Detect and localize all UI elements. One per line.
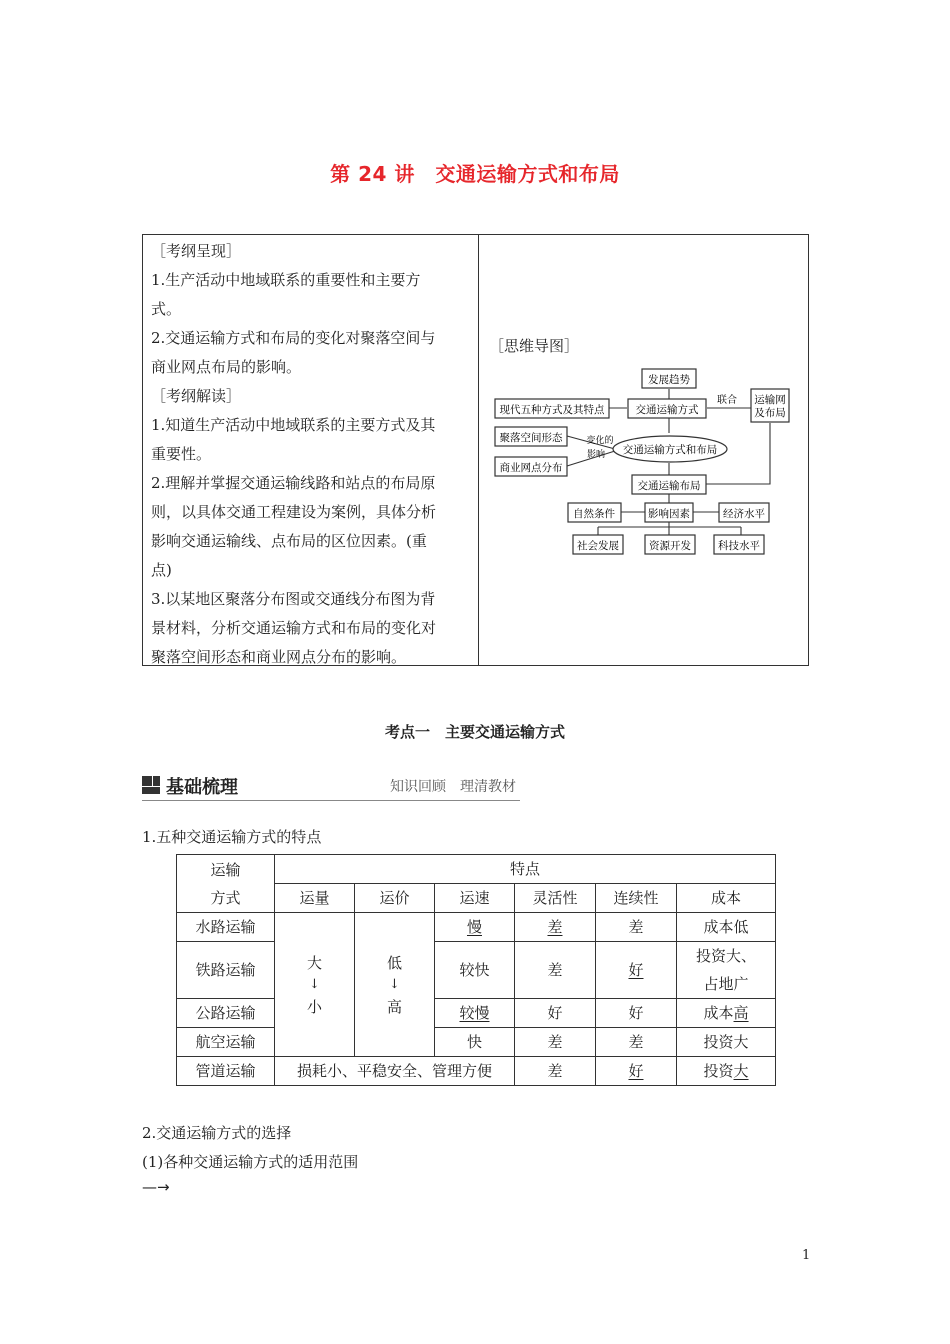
flex-cell: 好 — [515, 999, 596, 1028]
flex-cell: 差 — [515, 1057, 596, 1086]
node-economy-label: 经济水平 — [723, 508, 765, 520]
cont-cell: 差 — [596, 913, 677, 942]
node-center — [613, 436, 727, 462]
flex-cell: 差 — [515, 942, 596, 999]
banner-title: 基础梳理 — [166, 777, 238, 798]
speed-cell: 较慢 — [435, 999, 515, 1028]
node-trend-label: 发展趋势 — [648, 374, 690, 386]
syllabus-line: 则，以具体交通工程建设为案例，具体分析 — [151, 503, 437, 521]
node-natural-label: 自然条件 — [573, 508, 615, 520]
table-row — [177, 1028, 776, 1057]
node-factors-label: 影响因素 — [648, 508, 690, 520]
paragraph-heading: 2.交通运输方式的选择 — [142, 1124, 292, 1142]
banner-block-icon — [142, 776, 160, 794]
header-cell: 特点 — [275, 855, 776, 884]
syllabus-line: 3.以某地区聚落分布图或交通线分布图为背 — [151, 590, 436, 608]
node-layout — [632, 475, 706, 494]
syllabus-line: 2.交通运输方式和布局的变化对聚落空间与 — [151, 329, 436, 347]
node-resource-label: 资源开发 — [649, 540, 691, 552]
node-settlement — [495, 427, 567, 446]
syllabus-line: ［考纲解读］ — [151, 387, 242, 405]
speed-cell: 较快 — [435, 942, 515, 999]
cont-cell: 差 — [596, 1028, 677, 1057]
cont-cell: 好 — [596, 999, 677, 1028]
node-natural — [568, 503, 621, 522]
node-layout-label: 交通运输布局 — [637, 480, 701, 492]
column-header: 运量 — [275, 884, 355, 913]
node-tech — [714, 535, 764, 554]
table-row — [177, 855, 776, 884]
transport-features-table — [176, 854, 776, 1086]
cost-cell: 投资大 — [677, 1057, 776, 1086]
mindmap-label: ［思维导图］ — [489, 337, 580, 355]
speed-cell: 快 — [435, 1028, 515, 1057]
node-modes — [628, 399, 706, 418]
syllabus-line: 聚落空间形态和商业网点分布的影响。 — [151, 648, 407, 666]
syllabus-line: 式。 — [151, 300, 182, 318]
table-row — [177, 1057, 776, 1086]
change-label-1: 变化的 — [586, 436, 614, 446]
speed-cell: 慢 — [435, 913, 515, 942]
node-tech-label: 科技水平 — [718, 540, 760, 552]
node-network-label-1: 运输网 — [754, 394, 786, 406]
arrow-marker: —→ — [142, 1178, 170, 1196]
flex-cell: 差 — [515, 1028, 596, 1057]
mode-cell: 公路运输 — [177, 999, 275, 1028]
syllabus-line: 景材料，分析交通运输方式和布局的变化对 — [151, 619, 437, 637]
mindmap-diagram — [479, 235, 809, 665]
price-cell: 低 ↓ 高 — [355, 913, 435, 1057]
node-factors — [645, 503, 693, 522]
cost-cell: 投资大、 占地广 — [677, 942, 776, 999]
cost-cell: 投资大 — [677, 1028, 776, 1057]
node-settlement-label: 聚落空间形态 — [499, 432, 563, 444]
section-heading: 考点一 主要交通运输方式 — [384, 723, 565, 741]
mode-cell: 铁路运输 — [177, 942, 275, 999]
mode-cell: 航空运输 — [177, 1028, 275, 1057]
column-header: 灵活性 — [515, 884, 596, 913]
node-social-label: 社会发展 — [577, 540, 619, 552]
banner-divider — [142, 800, 520, 801]
cost-cell: 成本高 — [677, 999, 776, 1028]
table-row — [177, 913, 776, 942]
node-network — [751, 389, 789, 422]
flex-cell: 差 — [515, 913, 596, 942]
node-five-modes — [495, 399, 609, 418]
node-five-modes-label: 现代五种方式及其特点 — [499, 404, 605, 416]
syllabus-line: 2.理解并掌握交通运输线路和站点的布局原 — [151, 474, 436, 492]
node-modes-label: 交通运输方式 — [635, 404, 699, 416]
syllabus-table — [142, 234, 809, 666]
syllabus-line: 1.知道生产活动中地域联系的主要方式及其 — [151, 416, 436, 434]
node-business-label: 商业网点分布 — [499, 462, 563, 474]
node-economy — [719, 503, 769, 522]
cont-cell: 好 — [596, 1057, 677, 1086]
section-banner — [142, 773, 520, 801]
mindmap-panel — [479, 235, 808, 665]
syllabus-line: 商业网点布局的影响。 — [151, 358, 302, 376]
header-cell: 运输 方式 — [177, 855, 275, 913]
node-trend — [642, 369, 696, 388]
column-header: 运速 — [435, 884, 515, 913]
node-social — [573, 535, 623, 554]
cost-cell: 成本低 — [677, 913, 776, 942]
merged-cell: 损耗小、平稳安全、管理方便 — [275, 1057, 515, 1086]
node-center-label: 交通运输方式和布局 — [622, 444, 718, 456]
page-number: 1 — [802, 1248, 811, 1263]
mode-cell: 水路运输 — [177, 913, 275, 942]
table-row — [177, 942, 776, 999]
change-label-2: 影响 — [586, 450, 606, 460]
syllabus-text — [143, 235, 479, 665]
column-header: 运价 — [355, 884, 435, 913]
column-header: 连续性 — [596, 884, 677, 913]
mode-cell: 管道运输 — [177, 1057, 275, 1086]
node-business — [495, 457, 567, 476]
syllabus-line: 1.生产活动中地域联系的重要性和主要方 — [151, 271, 421, 289]
link-label: 联合 — [717, 395, 737, 406]
paragraph-subheading: (1)各种交通运输方式的适用范围 — [142, 1153, 359, 1171]
cont-cell: 好 — [596, 942, 677, 999]
syllabus-line: ［考纲呈现］ — [151, 242, 242, 260]
syllabus-line: 点) — [151, 561, 172, 579]
table-row — [177, 999, 776, 1028]
node-resource — [645, 535, 695, 554]
paragraph-heading: 1.五种交通运输方式的特点 — [142, 828, 322, 846]
syllabus-line: 重要性。 — [151, 445, 212, 463]
volume-cell: 大 ↓ 小 — [275, 913, 355, 1057]
banner-subtitle: 知识回顾 理清教材 — [390, 779, 516, 795]
column-header: 成本 — [677, 884, 776, 913]
node-network-label-2: 及布局 — [754, 407, 786, 419]
syllabus-line: 影响交通运输线、点布局的区位因素。(重 — [151, 532, 427, 550]
page-title: 第 24 讲 交通运输方式和布局 — [330, 162, 620, 186]
